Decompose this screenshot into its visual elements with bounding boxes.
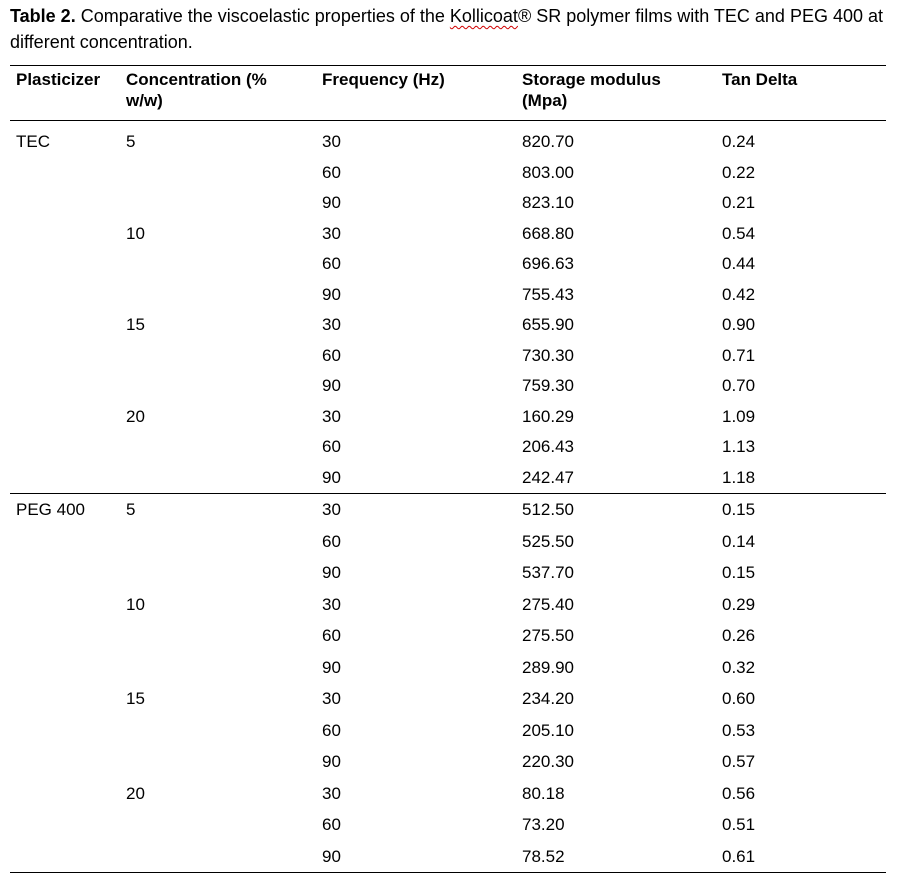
cell-storage-modulus: 730.30 [522, 345, 574, 365]
cell-tan-delta: 0.42 [722, 284, 756, 304]
cell-tan-delta: 0.60 [722, 689, 756, 708]
cell-frequency: 60 [322, 720, 341, 740]
cell-frequency: 60 [322, 815, 341, 834]
cell-tan-delta: 1.09 [722, 406, 756, 426]
cell-tan-delta: 0.26 [722, 626, 756, 645]
cell-tan-delta: 0.29 [722, 594, 756, 614]
table-row [10, 526, 886, 558]
table-row [10, 809, 886, 841]
table-row [10, 652, 886, 684]
cell-tan-delta: 0.56 [722, 783, 756, 803]
cell-storage-modulus: 242.47 [522, 467, 574, 487]
plasticizer-group [10, 121, 886, 493]
table-row [10, 463, 886, 494]
cell-storage-modulus: 78.52 [522, 846, 565, 866]
cell-storage-modulus: 759.30 [522, 376, 574, 395]
table-row [10, 432, 886, 463]
cell-tan-delta: 0.44 [722, 254, 756, 273]
cell-frequency: 90 [322, 563, 341, 582]
cell-concentration: 5 [126, 500, 136, 519]
cell-frequency: 30 [322, 689, 341, 708]
header-frequency: Frequency (Hz) [322, 70, 445, 89]
cell-storage-modulus: 537.70 [522, 563, 574, 582]
cell-tan-delta: 0.57 [722, 752, 756, 771]
header-tan-delta: Tan Delta [722, 70, 798, 89]
cell-frequency: 90 [322, 846, 341, 866]
cell-frequency: 30 [322, 315, 341, 334]
cell-tan-delta: 0.54 [722, 223, 756, 243]
cell-concentration: 10 [126, 594, 145, 614]
table-row [10, 371, 886, 402]
plasticizer-group [10, 493, 886, 872]
cell-tan-delta: 0.15 [722, 563, 756, 582]
cell-frequency: 60 [322, 345, 341, 365]
table-row [10, 127, 886, 158]
cell-frequency: 90 [322, 657, 341, 677]
cell-storage-modulus: 289.90 [522, 657, 574, 677]
cell-storage-modulus: 220.30 [522, 752, 574, 771]
cell-storage-modulus: 696.63 [522, 254, 574, 273]
table-row [10, 280, 886, 311]
table-row [10, 746, 886, 778]
cell-tan-delta: 0.32 [722, 657, 756, 677]
caption-text-before: Comparative the viscoelastic properties of the [75, 6, 450, 26]
cell-tan-delta: 0.90 [722, 315, 756, 334]
caption-label: Table 2. [10, 6, 76, 26]
table-row [10, 494, 886, 526]
table-row [10, 557, 886, 589]
cell-frequency: 90 [322, 376, 341, 395]
table-caption [10, 3, 900, 55]
cell-storage-modulus: 73.20 [522, 815, 565, 834]
cell-storage-modulus: 655.90 [522, 315, 574, 334]
cell-storage-modulus: 512.50 [522, 500, 574, 519]
cell-frequency: 30 [322, 223, 341, 243]
caption-text-after: ® SR polymer films with TEC and PEG 400 at different concentration. [10, 6, 883, 52]
cell-tan-delta: 0.24 [722, 132, 756, 151]
table-row [10, 715, 886, 747]
cell-frequency: 60 [322, 531, 341, 551]
cell-concentration: 15 [126, 689, 145, 708]
cell-tan-delta: 1.13 [722, 437, 756, 456]
cell-tan-delta: 0.14 [722, 531, 756, 551]
cell-concentration: 5 [126, 132, 136, 151]
cell-frequency: 90 [322, 467, 341, 487]
cell-plasticizer: TEC [16, 132, 50, 151]
viscoelastic-table [10, 65, 886, 873]
cell-frequency: 90 [322, 752, 341, 771]
cell-frequency: 60 [322, 162, 341, 182]
cell-storage-modulus: 820.70 [522, 132, 574, 151]
cell-frequency: 90 [322, 193, 341, 212]
table-row [10, 188, 886, 219]
cell-plasticizer: PEG 400 [16, 500, 85, 519]
cell-frequency: 30 [322, 594, 341, 614]
caption-brand-spellcheck: Kollicoat [449, 6, 518, 26]
cell-tan-delta: 1.18 [722, 467, 756, 487]
cell-concentration: 15 [126, 315, 145, 334]
table-row [10, 683, 886, 715]
table-row [10, 249, 886, 280]
table-row [10, 219, 886, 250]
cell-storage-modulus: 525.50 [522, 531, 574, 551]
cell-storage-modulus: 234.20 [522, 689, 574, 708]
cell-storage-modulus: 80.18 [522, 783, 565, 803]
table-row [10, 341, 886, 372]
cell-frequency: 60 [322, 626, 341, 645]
cell-frequency: 30 [322, 132, 341, 151]
cell-frequency: 60 [322, 254, 341, 273]
table-row [10, 310, 886, 341]
table-row [10, 589, 886, 621]
cell-storage-modulus: 668.80 [522, 223, 574, 243]
cell-storage-modulus: 755.43 [522, 284, 574, 304]
header-storage-modulus: Storage modulus (Mpa) [522, 70, 661, 110]
table-body [10, 121, 886, 872]
cell-storage-modulus: 803.00 [522, 162, 574, 182]
cell-tan-delta: 0.21 [722, 193, 756, 212]
cell-storage-modulus: 823.10 [522, 193, 574, 212]
cell-storage-modulus: 206.43 [522, 437, 574, 456]
cell-frequency: 30 [322, 500, 341, 519]
cell-storage-modulus: 205.10 [522, 720, 574, 740]
cell-tan-delta: 0.61 [722, 846, 756, 866]
cell-frequency: 60 [322, 437, 341, 456]
table-row [10, 841, 886, 873]
header-plasticizer: Plasticizer [16, 70, 101, 89]
cell-storage-modulus: 275.50 [522, 626, 574, 645]
header-concentration: Concentration (% w/w) [126, 70, 267, 110]
cell-tan-delta: 0.22 [722, 162, 756, 182]
cell-frequency: 90 [322, 284, 341, 304]
cell-storage-modulus: 160.29 [522, 406, 574, 426]
cell-storage-modulus: 275.40 [522, 594, 574, 614]
table-row [10, 158, 886, 189]
cell-frequency: 30 [322, 406, 341, 426]
cell-concentration: 10 [126, 223, 145, 243]
cell-tan-delta: 0.53 [722, 720, 756, 740]
cell-frequency: 30 [322, 783, 341, 803]
table-row [10, 778, 886, 810]
cell-tan-delta: 0.15 [722, 500, 756, 519]
table-header [10, 66, 886, 121]
table-row [10, 402, 886, 433]
cell-tan-delta: 0.70 [722, 376, 756, 395]
cell-concentration: 20 [126, 406, 145, 426]
table-row [10, 620, 886, 652]
cell-concentration: 20 [126, 783, 145, 803]
cell-tan-delta: 0.51 [722, 815, 756, 834]
cell-tan-delta: 0.71 [722, 345, 756, 365]
